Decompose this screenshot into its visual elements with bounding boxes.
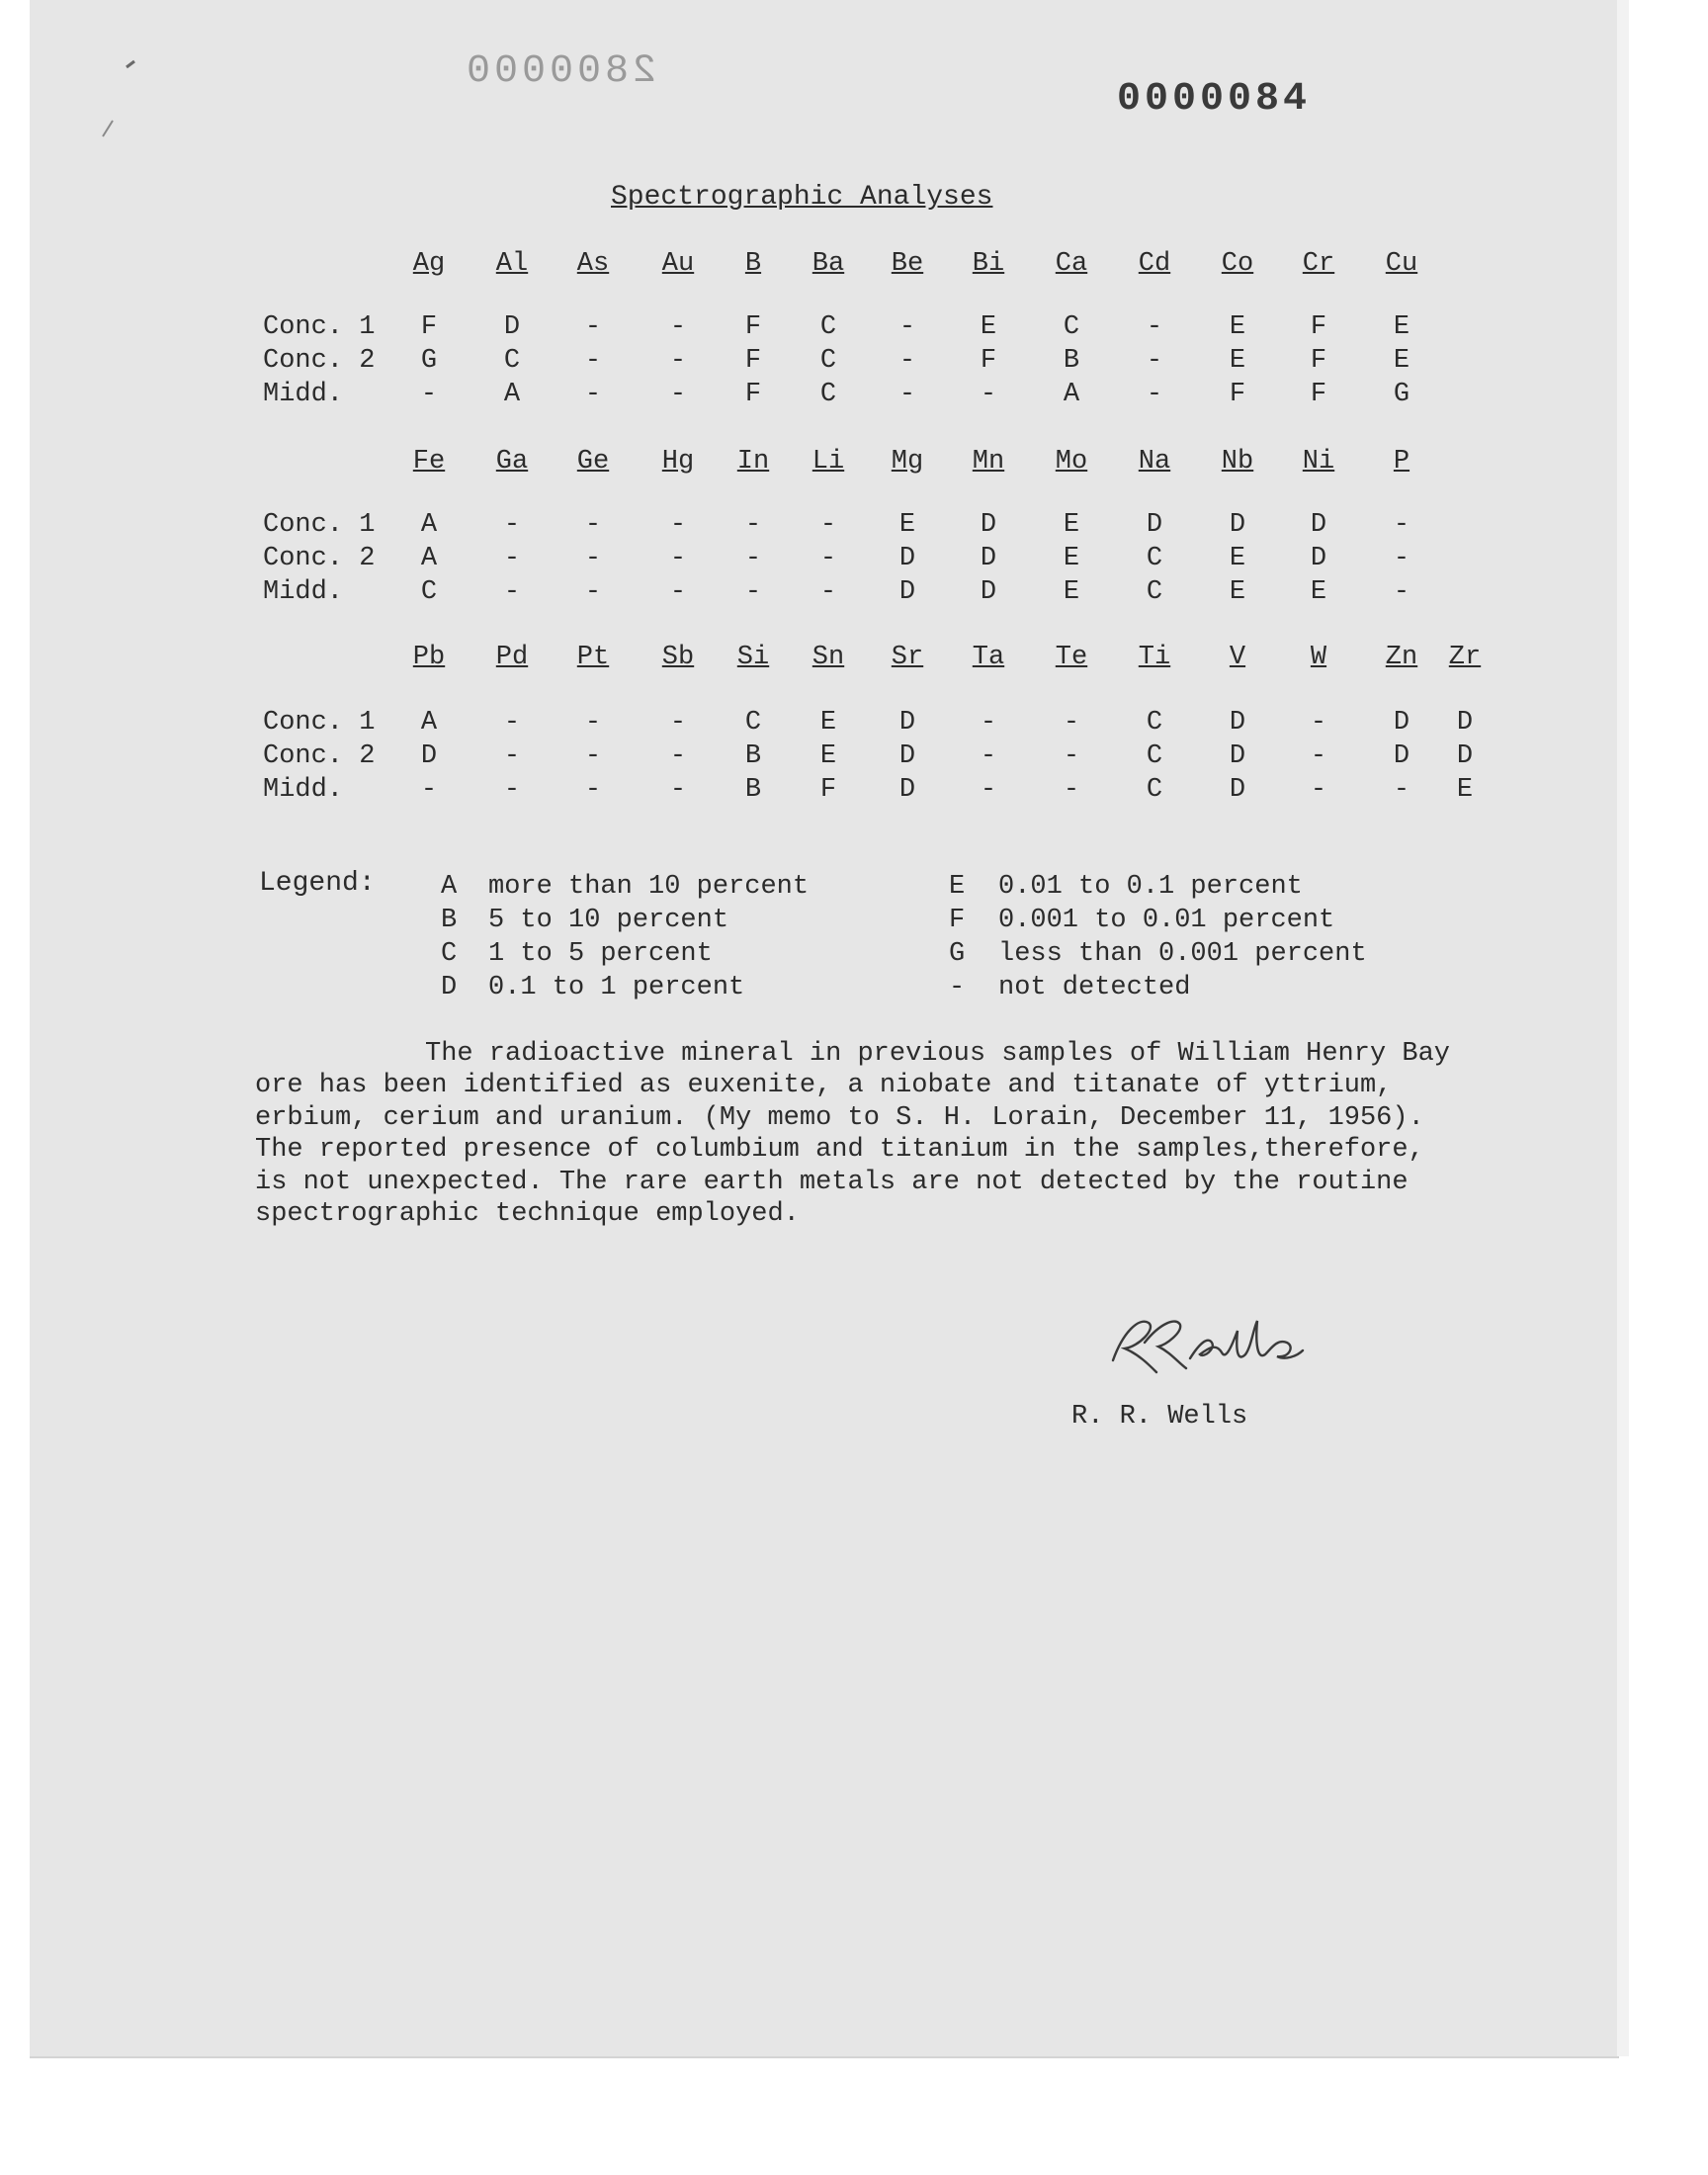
table-cell: D [1456, 741, 1474, 771]
table-cell: B [1063, 346, 1080, 376]
table-cell: D [1456, 708, 1474, 738]
legend-description: 0.001 to 0.01 percent [998, 906, 1335, 935]
element-header: Sn [811, 643, 845, 672]
element-header: Pd [495, 643, 529, 672]
legend-code: C [441, 939, 458, 969]
table-cell: D [1393, 741, 1410, 771]
legend-description: not detected [998, 973, 1191, 1002]
table-cell: D [980, 544, 997, 573]
element-header: Si [736, 643, 770, 672]
document-title: Spectrographic Analyses [611, 182, 993, 213]
legend-code: G [949, 939, 966, 969]
element-header: Ca [1055, 249, 1088, 279]
element-header: Ag [412, 249, 446, 279]
legend-code: B [441, 906, 458, 935]
table-cell: - [898, 380, 916, 409]
table-cell: - [503, 510, 521, 540]
table-cell: - [1146, 346, 1163, 376]
table-cell: F [744, 312, 762, 342]
table-cell: D [898, 708, 916, 738]
table-cell: F [420, 312, 438, 342]
legend-description: more than 10 percent [488, 872, 810, 902]
element-header: Al [495, 249, 529, 279]
row-label: Conc. 1 [263, 708, 376, 738]
table-cell: - [819, 510, 837, 540]
table-cell: - [1310, 775, 1327, 805]
table-cell: C [819, 346, 837, 376]
element-header: Cr [1302, 249, 1335, 279]
table-cell: A [503, 380, 521, 409]
table-cell: - [669, 312, 687, 342]
legend-title: Legend: [259, 868, 376, 899]
row-label: Midd. [263, 577, 344, 607]
table-cell: D [1310, 510, 1327, 540]
table-cell: - [503, 577, 521, 607]
table-cell: E [1063, 544, 1080, 573]
element-header: Ge [576, 447, 610, 477]
table-cell: - [1393, 775, 1410, 805]
element-header: Mo [1055, 447, 1088, 477]
paragraph-line: The reported presence of columbium and titanium in the samples,therefore, [255, 1135, 1424, 1166]
table-cell: - [503, 708, 521, 738]
table-cell: - [584, 708, 602, 738]
handwritten-signature [1105, 1303, 1308, 1382]
paragraph-line: is not unexpected. The rare earth metals are not detected by the routine [255, 1167, 1409, 1197]
table-cell: C [1063, 312, 1080, 342]
element-header: Sr [891, 643, 924, 672]
table-cell: E [1456, 775, 1474, 805]
element-header: Zr [1448, 643, 1482, 672]
table-cell: - [503, 544, 521, 573]
table-cell: - [669, 346, 687, 376]
table-cell: C [819, 312, 837, 342]
table-cell: - [669, 708, 687, 738]
page-stamp-number: 0000084 [1117, 77, 1312, 122]
element-header: B [744, 249, 762, 279]
element-header: Pb [412, 643, 446, 672]
element-header: In [736, 447, 770, 477]
margin-pencil-mark [83, 57, 138, 140]
element-header: Te [1055, 643, 1088, 672]
element-header: W [1310, 643, 1327, 672]
table-cell: A [420, 708, 438, 738]
table-cell: E [898, 510, 916, 540]
legend-description: less than 0.001 percent [998, 939, 1367, 969]
table-cell: B [744, 775, 762, 805]
table-cell: - [503, 741, 521, 771]
table-cell: D [898, 775, 916, 805]
table-cell: G [420, 346, 438, 376]
table-cell: E [1229, 577, 1246, 607]
table-cell: D [980, 510, 997, 540]
element-header: Ta [972, 643, 1005, 672]
table-cell: - [819, 544, 837, 573]
legend-description: 5 to 10 percent [488, 906, 729, 935]
table-cell: E [1229, 312, 1246, 342]
table-cell: F [744, 346, 762, 376]
table-cell: A [420, 544, 438, 573]
element-header: Cu [1385, 249, 1418, 279]
table-cell: F [744, 380, 762, 409]
table-cell: C [1146, 741, 1163, 771]
table-cell: F [980, 346, 997, 376]
table-cell: - [1310, 708, 1327, 738]
paragraph-line: spectrographic technique employed. [255, 1199, 800, 1230]
table-cell: F [1229, 380, 1246, 409]
table-cell: C [1146, 577, 1163, 607]
table-cell: - [420, 775, 438, 805]
element-header: Nb [1221, 447, 1254, 477]
table-cell: D [1229, 775, 1246, 805]
body-paragraph [255, 1038, 1481, 1230]
table-cell: - [744, 577, 762, 607]
element-header: Au [661, 249, 695, 279]
element-header: Mg [891, 447, 924, 477]
table-cell: - [584, 380, 602, 409]
table-cell: - [898, 312, 916, 342]
table-cell: A [1063, 380, 1080, 409]
table-cell: - [669, 544, 687, 573]
table-cell: D [1229, 510, 1246, 540]
table-cell: D [898, 544, 916, 573]
table-cell: - [584, 775, 602, 805]
bleed-through-doc-number: 2800000 [463, 49, 657, 94]
row-label: Conc. 1 [263, 312, 376, 342]
table-cell: - [980, 380, 997, 409]
legend-description: 0.01 to 0.1 percent [998, 872, 1303, 902]
element-header: Be [891, 249, 924, 279]
table-cell: - [1063, 741, 1080, 771]
element-header: Li [811, 447, 845, 477]
table-cell: - [584, 510, 602, 540]
element-header: Ni [1302, 447, 1335, 477]
table-cell: - [1393, 577, 1410, 607]
document-page [30, 0, 1619, 2058]
element-header: Cd [1138, 249, 1171, 279]
table-cell: - [669, 775, 687, 805]
table-cell: D [898, 577, 916, 607]
table-cell: - [1393, 544, 1410, 573]
table-cell: F [1310, 346, 1327, 376]
signer-name: R. R. Wells [1071, 1402, 1248, 1432]
element-header: Sb [661, 643, 695, 672]
table-cell: E [1063, 510, 1080, 540]
table-cell: D [1229, 741, 1246, 771]
row-label: Conc. 2 [263, 346, 376, 376]
table-cell: E [1229, 346, 1246, 376]
table-cell: D [1146, 510, 1163, 540]
table-cell: F [1310, 380, 1327, 409]
element-header: Hg [661, 447, 695, 477]
element-header: Ba [811, 249, 845, 279]
table-cell: C [744, 708, 762, 738]
element-header: P [1393, 447, 1410, 477]
table-cell: C [1146, 775, 1163, 805]
row-label: Midd. [263, 380, 344, 409]
table-cell: - [503, 775, 521, 805]
table-cell: D [898, 741, 916, 771]
legend-code: E [949, 872, 966, 902]
table-cell: E [1063, 577, 1080, 607]
table-cell: D [503, 312, 521, 342]
row-label: Conc. 1 [263, 510, 376, 540]
table-cell: C [1146, 544, 1163, 573]
paragraph-line: ore has been identified as euxenite, a niobate and titanate of yttrium, [255, 1071, 1393, 1101]
legend-description: 0.1 to 1 percent [488, 973, 745, 1002]
element-header: Pt [576, 643, 610, 672]
element-header: Bi [972, 249, 1005, 279]
legend-description: 1 to 5 percent [488, 939, 713, 969]
element-header: Ga [495, 447, 529, 477]
table-cell: - [420, 380, 438, 409]
table-cell: C [420, 577, 438, 607]
row-label: Conc. 2 [263, 741, 376, 771]
table-cell: - [1393, 510, 1410, 540]
table-cell: E [1229, 544, 1246, 573]
table-cell: - [1063, 775, 1080, 805]
element-header: Co [1221, 249, 1254, 279]
element-header: Na [1138, 447, 1171, 477]
table-cell: - [980, 708, 997, 738]
table-cell: - [1310, 741, 1327, 771]
paragraph-line: erbium, cerium and uranium. (My memo to S. H. Lorain, December 11, 1956). [255, 1102, 1424, 1133]
table-cell: - [1146, 380, 1163, 409]
table-cell: - [1063, 708, 1080, 738]
element-header: Zn [1385, 643, 1418, 672]
legend-code: D [441, 973, 458, 1002]
legend-code: F [949, 906, 966, 935]
table-cell: - [980, 741, 997, 771]
table-cell: - [898, 346, 916, 376]
table-cell: - [669, 510, 687, 540]
table-cell: E [980, 312, 997, 342]
paragraph-line: The radioactive mineral in previous samples of William Henry Bay [425, 1039, 1450, 1069]
element-header: Mn [972, 447, 1005, 477]
legend-code: - [949, 973, 966, 1002]
table-cell: - [584, 346, 602, 376]
element-header: Ti [1138, 643, 1171, 672]
table-cell: G [1393, 380, 1410, 409]
table-cell: - [669, 741, 687, 771]
legend-code: A [441, 872, 458, 902]
table-cell: C [503, 346, 521, 376]
table-cell: D [420, 741, 438, 771]
table-cell: E [819, 708, 837, 738]
table-cell: - [584, 741, 602, 771]
table-cell: D [980, 577, 997, 607]
table-cell: - [1146, 312, 1163, 342]
table-cell: C [819, 380, 837, 409]
table-cell: - [584, 577, 602, 607]
table-cell: F [819, 775, 837, 805]
table-cell: D [1229, 708, 1246, 738]
table-cell: E [819, 741, 837, 771]
table-cell: E [1310, 577, 1327, 607]
table-cell: - [819, 577, 837, 607]
element-header: V [1229, 643, 1246, 672]
table-cell: - [584, 312, 602, 342]
element-header: Fe [412, 447, 446, 477]
table-cell: A [420, 510, 438, 540]
table-cell: F [1310, 312, 1327, 342]
table-cell: - [744, 510, 762, 540]
table-cell: E [1393, 312, 1410, 342]
table-cell: - [669, 380, 687, 409]
table-cell: D [1310, 544, 1327, 573]
table-cell: - [744, 544, 762, 573]
table-cell: C [1146, 708, 1163, 738]
element-header: As [576, 249, 610, 279]
table-cell: D [1393, 708, 1410, 738]
table-cell: - [980, 775, 997, 805]
table-cell: E [1393, 346, 1410, 376]
row-label: Midd. [263, 775, 344, 805]
page-edge [1617, 0, 1629, 2056]
row-label: Conc. 2 [263, 544, 376, 573]
table-cell: - [584, 544, 602, 573]
table-cell: B [744, 741, 762, 771]
table-cell: - [669, 577, 687, 607]
